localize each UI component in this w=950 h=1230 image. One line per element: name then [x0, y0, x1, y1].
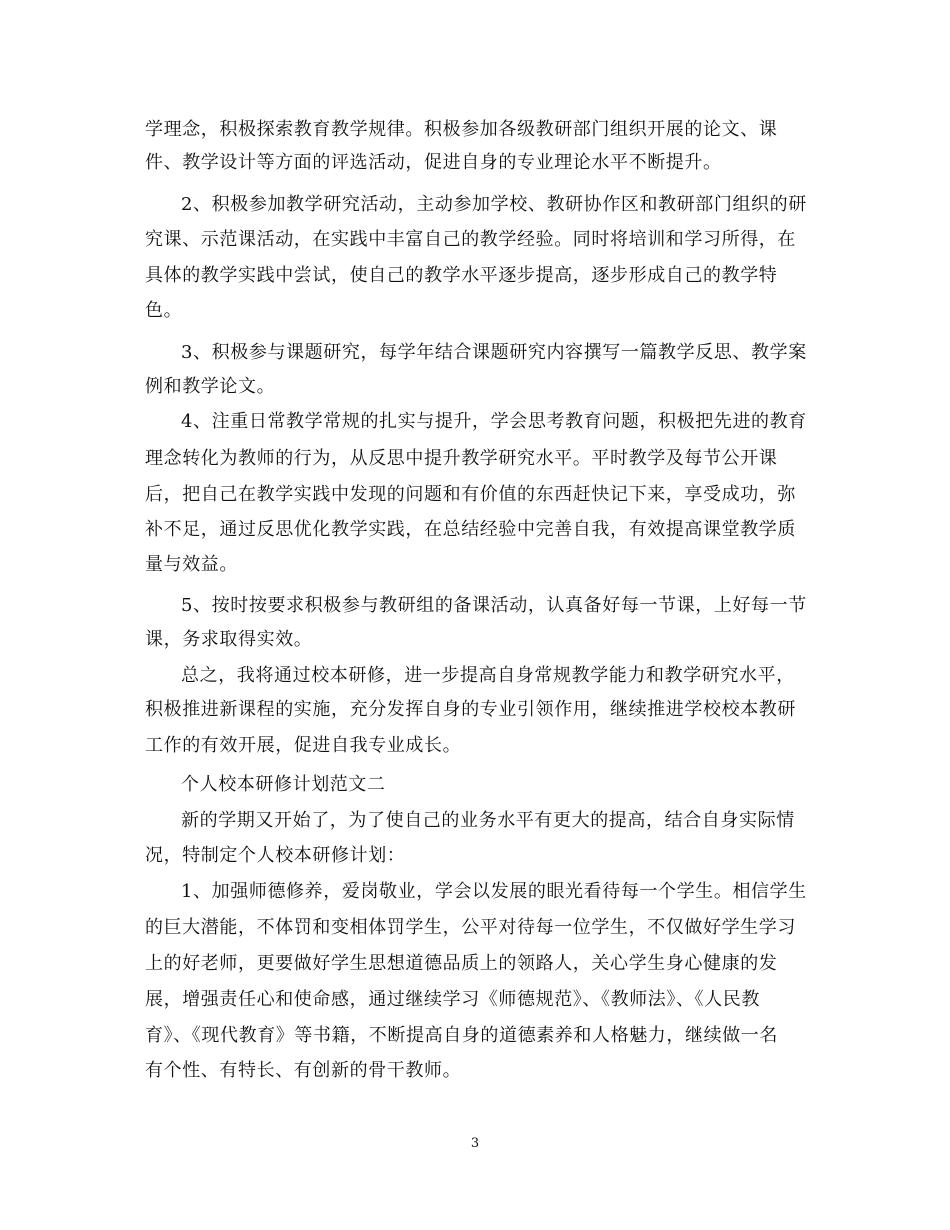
text-line: 件、教学设计等方面的评选活动，促进自身的专业理论水平不断提升。: [145, 152, 722, 173]
text-line: 补不足，通过反思优化教学实践，在总结经验中完善自我，有效提高课堂教学质: [145, 519, 796, 540]
text-line: 课，务求取得实效。: [145, 629, 313, 650]
paragraph-start: 5、按时按要求积极参与教研组的备课活动，认真备好每一节课，上好每一节: [181, 595, 807, 616]
paragraph-start: 3、积极参与课题研究，每学年结合课题研究内容撰写一篇教学反思、教学案: [181, 342, 807, 363]
section-heading: 个人校本研修计划范文二: [181, 774, 386, 795]
text-line: 工作的有效开展，促进自我专业成长。: [145, 735, 462, 756]
text-line: 展，增强责任心和使命感，通过继续学习《师德规范》、《教师法》、《人民教: [145, 989, 760, 1010]
page-number: 3: [470, 1136, 480, 1151]
text-line: 学理念，积极探索教育教学规律。积极参加各级教研部门组织开展的论文、课: [145, 119, 778, 140]
text-line: 例和教学论文。: [145, 376, 276, 397]
paragraph-start: 1、加强师德修养，爱岗敬业，学会以发展的眼光看待每一个学生。相信学生: [181, 881, 807, 902]
paragraph-start: 4、注重日常教学常规的扎实与提升，学会思考教育问题，积极把先进的教育: [181, 411, 807, 432]
paragraph-start: 新的学期又开始了，为了使自己的业务水平有更大的提高，结合自身实际情: [181, 810, 795, 831]
text-line: 积极推进新课程的实施，充分发挥自身的专业引领作用，继续推进学校校本教研: [145, 699, 796, 720]
text-line: 的巨大潜能，不体罚和变相体罚学生，公平对待每一位学生，不仅做好学生学习: [145, 917, 796, 938]
text-line: 育》、《现代教育》等书籍，不断提高自身的道德素养和人格魅力，继续做一名: [145, 1025, 778, 1046]
text-line: 色。: [145, 300, 183, 321]
text-line: 量与效益。: [145, 554, 238, 575]
text-line: 究课、示范课活动，在实践中丰富自己的教学经验。同时将培训和学习所得，在: [145, 229, 796, 250]
text-line: 上的好老师，更要做好学生思想道德品质上的领路人，关心学生身心健康的发: [145, 953, 778, 974]
text-line: 具体的教学实践中尝试，使自己的教学水平逐步提高，逐步形成自己的教学特: [145, 265, 778, 286]
paragraph-start: 总之，我将通过校本研修，进一步提高自身常规教学能力和教学研究水平，: [181, 665, 795, 686]
paragraph-start: 2、积极参加教学研究活动，主动参加学校、教研协作区和教研部门组织的研: [181, 194, 807, 215]
text-line: 后，把自己在教学实践中发现的问题和有价值的东西赶快记下来，享受成功，弥: [145, 484, 796, 505]
text-line: 理念转化为教师的行为，从反思中提升教学研究水平。平时教学及每节公开课: [145, 448, 778, 469]
text-line: 况，特制定个人校本研修计划：: [145, 845, 406, 866]
text-line: 有个性、有特长、有创新的骨干教师。: [145, 1060, 462, 1081]
